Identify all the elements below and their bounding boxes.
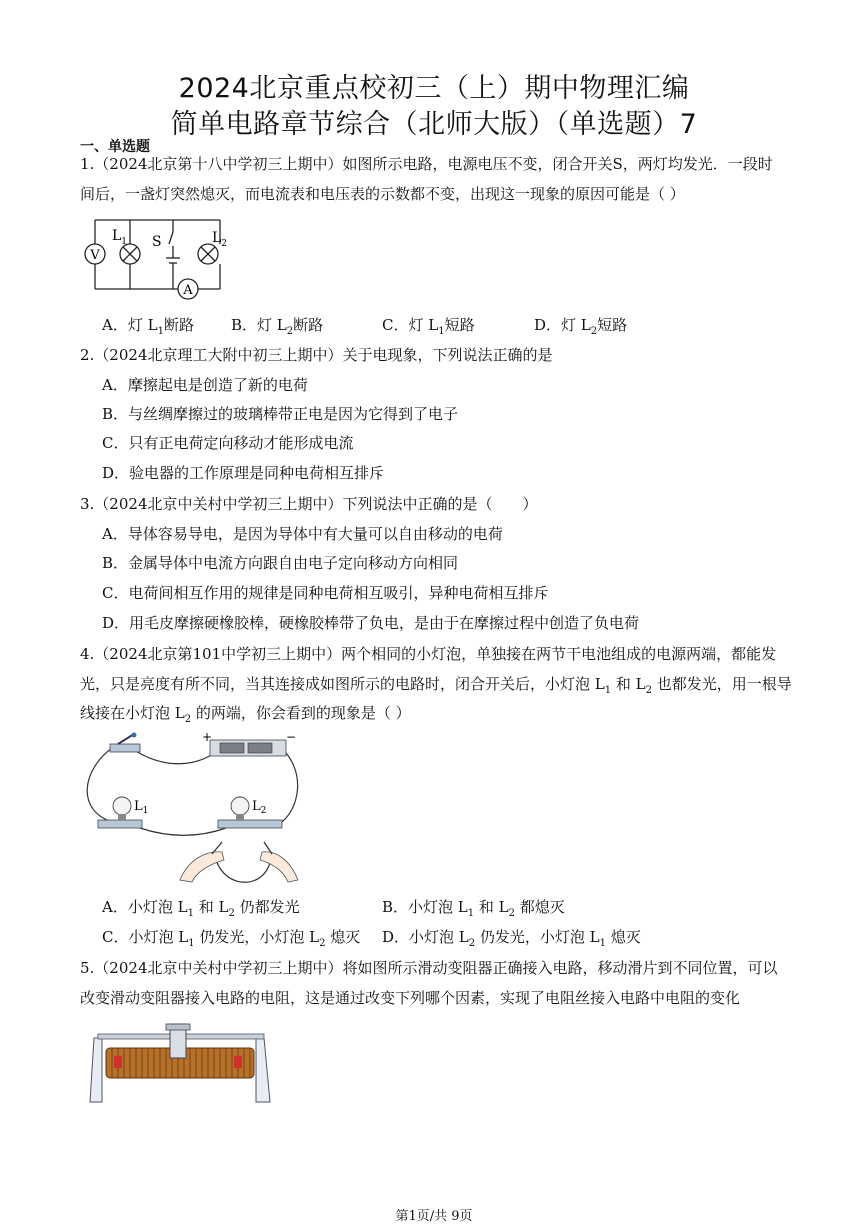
page-title-line2: 简单电路章节综合（北师大版）（单选题）7: [170, 109, 698, 140]
lamp-l1-symbol: [120, 244, 140, 264]
question-3-option-b[interactable]: B．金属导体中电流方向跟自由电子定向移动方向相同: [102, 554, 459, 572]
question-1-option-a[interactable]: A．灯 $L_1$断路: [102, 316, 194, 337]
lamp-l1-label-q4: $L_1$: [134, 799, 149, 816]
switch-label: S: [152, 234, 162, 250]
page-title-line1: 2024北京重点校初三（上）期中物理汇编: [178, 73, 690, 104]
lamp-l1-label: $L_1$: [112, 228, 128, 247]
question-1-option-b[interactable]: B．灯 $L_2$断路: [231, 316, 324, 337]
lamp-l1-picture: [98, 797, 148, 828]
question-5-line-1: 5.（2024北京中关村中学初三上期中）将如图所示滑动变阻器正确接入电路，移动滑片到不同位置，可以: [80, 959, 778, 977]
question-4-line-2: 光，只是亮度有所不同，当其连接成如图所示的电路时，闭合开关后，小灯泡 $L_1$ 和 $L_2$ 也都发光，用一根导: [80, 675, 792, 696]
lamp-l2-symbol: [198, 244, 220, 264]
hands-holding-wire-picture: [180, 842, 298, 882]
knife-switch-picture: [110, 733, 140, 753]
voltmeter-symbol: [85, 244, 105, 264]
lamp-l2-picture: [218, 797, 282, 828]
question-3-option-a[interactable]: A．导体容易导电，是因为导体中有大量可以自由移动的电荷: [102, 525, 503, 543]
question-4-line-1: 4.（2024北京第101中学初三上期中）两个相同的小灯泡，单独接在两节干电池组成的电源两端，都能发: [80, 645, 777, 663]
question-4-option-d[interactable]: D．小灯泡 $L_2$ 仍发光，小灯泡 $L_1$ 熄灭: [382, 928, 641, 949]
question-3-option-c[interactable]: C．电荷间相互作用的规律是同种电荷相互吸引，异种电荷相互排斥: [102, 584, 549, 602]
lamp-l2-label: $L_2$: [212, 230, 228, 249]
question-3-option-d[interactable]: D．用毛皮摩擦硬橡胶棒，硬橡胶棒带了负电，是由于在摩擦过程中创造了负电荷: [102, 614, 640, 632]
question-2-option-b[interactable]: B．与丝绸摩擦过的玻璃棒带正电是因为它得到了电子: [102, 405, 459, 423]
question-4-option-a[interactable]: A．小灯泡 $L_1$ 和 $L_2$ 仍都发光: [102, 898, 300, 919]
section-heading: 一、单选题: [80, 139, 150, 155]
question-1-option-d[interactable]: D．灯 $L_2$短路: [534, 316, 628, 337]
question-4-line-3: 线接在小灯泡 $L_2$ 的两端，你会看到的现象是（ ）: [80, 704, 411, 725]
question-2-option-c[interactable]: C．只有正电荷定向移动才能形成电流: [102, 434, 354, 452]
question-4-option-c[interactable]: C．小灯泡 $L_1$ 仍发光，小灯泡 $L_2$ 熄灭: [102, 928, 361, 949]
question-1-option-c[interactable]: C．灯 $L_1$短路: [382, 316, 475, 337]
question-4-option-b[interactable]: B．小灯泡 $L_1$ 和 $L_2$ 都熄灭: [382, 898, 565, 919]
battery-plus-label: +: [202, 730, 213, 744]
battery-minus-label: −: [286, 730, 297, 744]
ammeter-symbol: [178, 279, 198, 299]
question-3-line-1: 3.（2024北京中关村中学初三上期中）下列说法中正确的是（ ）: [80, 495, 538, 513]
question-5-line-2: 改变滑动变阻器接入电路的电阻，这是通过改变下列哪个因素，实现了电阻丝接入电路中电阻的变化: [80, 989, 741, 1007]
voltmeter-label: V: [90, 248, 100, 263]
question-2-option-d[interactable]: D．验电器的工作原理是同种电荷相互排斥: [102, 464, 385, 482]
circuit-picture-q4: [76, 730, 306, 890]
lamp-l2-label-q4: $L_2$: [252, 799, 267, 816]
question-2-line-1: 2.（2024北京理工大附中初三上期中）关于电现象，下列说法正确的是: [80, 346, 553, 364]
ammeter-label: A: [183, 283, 193, 298]
page-footer: 第1页/共 9页: [395, 1209, 473, 1224]
battery-box-picture: [202, 730, 296, 756]
question-2-option-a[interactable]: A．摩擦起电是创造了新的电荷: [102, 376, 308, 394]
question-1-line-1: 1.（2024北京第十八中学初三上期中）如图所示电路，电源电压不变，闭合开关S，两灯均发光．一段时: [80, 155, 773, 173]
circuit-diagram-q1: [78, 214, 238, 304]
question-1-line-2: 间后，一盏灯突然熄灭，而电流表和电压表的示数都不变，出现这一现象的原因可能是（ ）: [80, 185, 685, 203]
sliding-rheostat-picture: [86, 1022, 276, 1108]
